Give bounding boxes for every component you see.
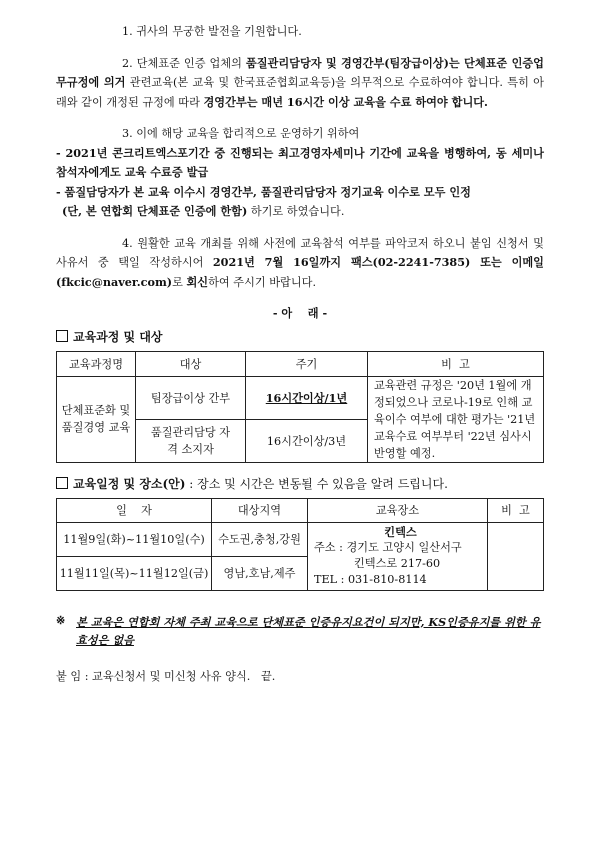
table-row: 11월9일(화)~11월10일(수) 수도권,충청,강원 킨텍스 주소 : 경기도 고양시 일산서구 킨텍스로 217-60 TEL : 031-810-8114 — [57, 522, 544, 556]
schedule-table — [56, 498, 544, 591]
notice: ※ 본 교육은 연합회 자체 주최 교육으로 단체표준 인증유지요건이 되지만, KS인증유지를 위한 유효성은 없음 — [56, 612, 541, 647]
section-title-courses: 교육과정 및 대상 — [56, 328, 544, 345]
section-title-schedule: 교육일정 및 장소(안) : 장소 및 시간은 변동될 수 있음을 알려 드립니다. — [56, 475, 544, 492]
heading-below: - 아 래 - — [272, 306, 328, 320]
checkbox-square-icon — [56, 330, 68, 342]
checkbox-square-icon — [56, 477, 68, 489]
course-table — [56, 351, 544, 463]
table-row: 11월11일(목)~11월12일(금) 영남,호남,제주 — [57, 556, 544, 590]
list-item: (단, 본 연합회 단체표준 인증에 한함) 하기로 하였습니다. — [62, 204, 345, 218]
paragraph-1: 1. 귀사의 무궁한 발전을 기원합니다. — [122, 25, 302, 38]
reference-mark-icon: ※ — [56, 612, 66, 627]
attachment-line: 붙 임 : 교육신청서 및 미신청 사유 양식. 끝. — [56, 669, 276, 683]
table-row: 단체표준화 및 품질경영 교육 팀장급이상 간부 16시간이상/1년 교육관련 규정은 '20년 1월에 개정되었으나 코로나-19로 인해 교육이수 여부에 대한 평가는 '21년 교육수료 여부부터 '22년 심사시 반영할 예정. — [57, 376, 544, 419]
table-header-row: 교육과정명 대상 주기 비 고 — [57, 351, 544, 376]
table-header-row: 일 자 대상지역 교육장소 비 고 — [57, 498, 544, 522]
table-row: 품질관리담당 자격 소지자 16시간이상/3년 — [57, 419, 544, 462]
paragraph-4: 4. 원활한 교육 개최를 위해 사전에 교육참석 여부를 파악코저 하오니 붙임 신청서 및 사유서 중 택일 작성하시어 2021년 7월 16일까지 팩스(02-2241-7385) 또는 이메일(fkcic@naver.com)로 회신하여 주시기 바랍니다. — [56, 236, 544, 289]
contact-info: 2021년 7월 16일까지 팩스(02-2241-7385) 또는 이메일(fkcic@naver.com) — [56, 255, 544, 289]
list-item: - 2021년 콘크리트엑스포기간 중 진행되는 최고경영자세미나 기간에 교육을 병행하여, 동 세미나 참석자에게도 교육 수료증 발급 — [56, 145, 544, 179]
paragraph-3: 3. 이에 해당 교육을 합리적으로 운영하기 위하여 - 2021년 콘크리트엑스포기간 중 진행되는 최고경영자세미나 기간에 교육을 병행하여, 동 세미나 참석자에게도 교육 수료증 발급 - 품질담당자가 본 교육 이수시 경영간부, 품질관리담당자 정기교육 이수로 모두 인정 (단, 본 연합회 단체표준 인증에 한함) 하기로 하였습니다. — [56, 124, 544, 222]
emphasis-text: 품질관리담당자 및 경영간부(팀장급이상)는 단체표준 인증업무규정에 의거 — [56, 55, 544, 89]
list-item: - 품질담당자가 본 교육 이수시 경영간부, 품질관리담당자 정기교육 이수로 모두 인정 — [56, 184, 471, 199]
venue-cell: 킨텍스 주소 : 경기도 고양시 일산서구 킨텍스로 217-60 TEL : 031-810-8114 — [308, 522, 488, 590]
emphasis-text: 경영간부는 매년 16시간 이상 교육을 수료 하여야 합니다. — [203, 94, 488, 109]
document-page — [56, 22, 544, 686]
paragraph-2: 2. 단체표준 인증 업체의 품질관리담당자 및 경영간부(팀장급이상)는 단체표준 인증업무규정에 의거 관련교육(본 교육 및 한국표준협회교육등)을 의무적으로 수료하여야 합니다. 특히 아래와 같이 개정된 규정에 따라 경영간부는 매년 16시간 이상 교육을 수료 하여야 합니다. — [56, 55, 544, 109]
